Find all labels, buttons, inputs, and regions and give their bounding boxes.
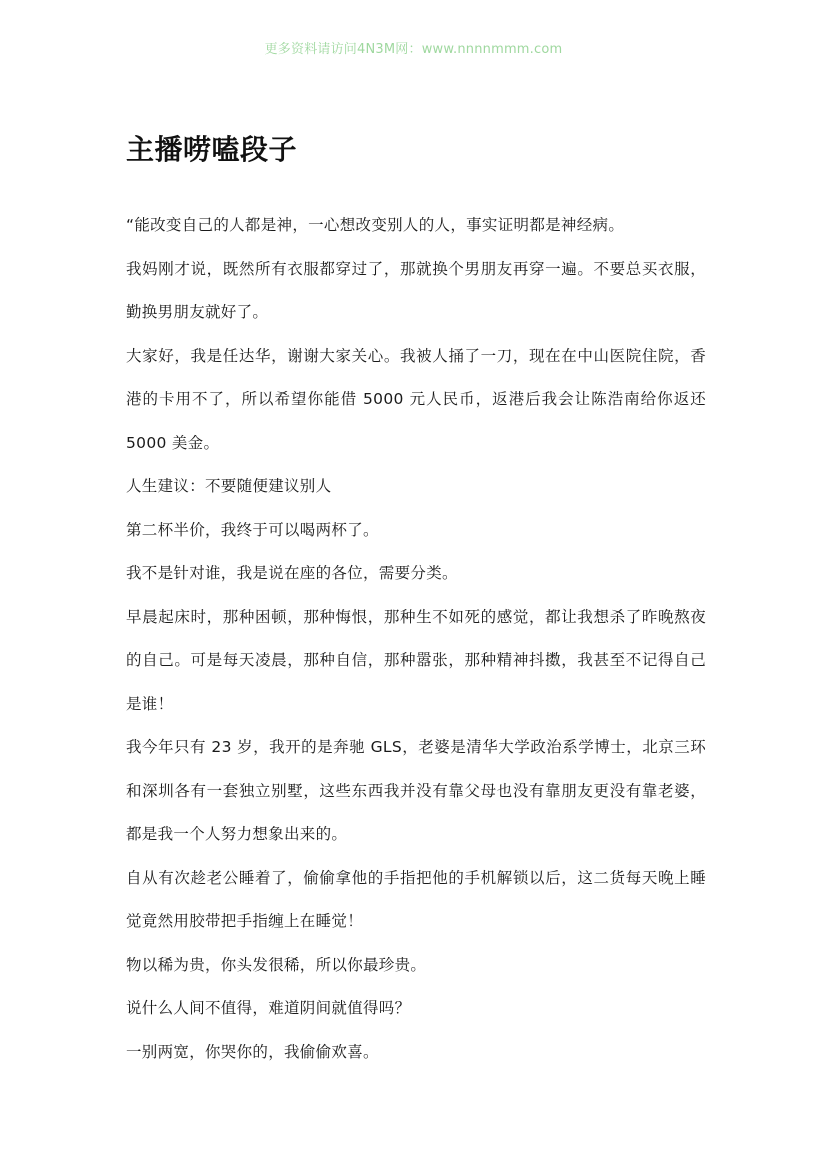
paragraph: 我妈刚才说，既然所有衣服都穿过了，那就换个男朋友再穿一遍。不要总买衣服，勤换男朋友就好了。 <box>126 259 706 321</box>
paragraph: 早晨起床时，那种困顿，那种悔恨，那种生不如死的感觉，都让我想杀了昨晚熬夜的自己。可是每天凌晨，那种自信，那种嚣张，那种精神抖擞，我甚至不记得自己是谁！ <box>126 607 706 713</box>
watermark-link: 更多资料请访问4N3M网：www.nnnnmmm.com <box>264 42 563 57</box>
paragraph: 人生建议：不要随便建议别人 <box>126 477 332 495</box>
paragraph: 我不是针对谁，我是说在座的各位，需要分类。 <box>126 564 458 582</box>
document-body <box>126 204 706 1074</box>
paragraph: 说什么人间不值得，难道阴间就值得吗？ <box>126 999 411 1017</box>
paragraph: 我今年只有 23 岁，我开的是奔驰 GLS，老婆是清华大学政治系学博士，北京三环和深圳各有一套独立别墅，这些东西我并没有靠父母也没有靠朋友更没有靠老婆，都是我一个人努力想象出来的。 <box>126 738 706 843</box>
paragraph: 物以稀为贵，你头发很稀，所以你最珍贵。 <box>126 955 427 974</box>
paragraph: 第二杯半价，我终于可以喝两杯了。 <box>126 520 379 539</box>
paragraph: 大家好，我是任达华，谢谢大家关心。我被人捅了一刀，现在在中山医院住院，香港的卡用不了，所以希望你能借 5000 元人民币，返港后我会让陈浩南给你返还 5000 美金。 <box>126 346 706 452</box>
paragraph: “能改变自己的人都是神，一心想改变别人的人，事实证明都是神经病。 <box>126 216 625 234</box>
document-title: 主播唠嗑段子 <box>126 133 298 166</box>
paragraph: 一别两宽，你哭你的，我偷偷欢喜。 <box>126 1042 379 1061</box>
paragraph: 自从有次趁老公睡着了，偷偷拿他的手指把他的手机解锁以后，这二货每天晚上睡觉竟然用胶带把手指缠上在睡觉！ <box>126 868 706 930</box>
